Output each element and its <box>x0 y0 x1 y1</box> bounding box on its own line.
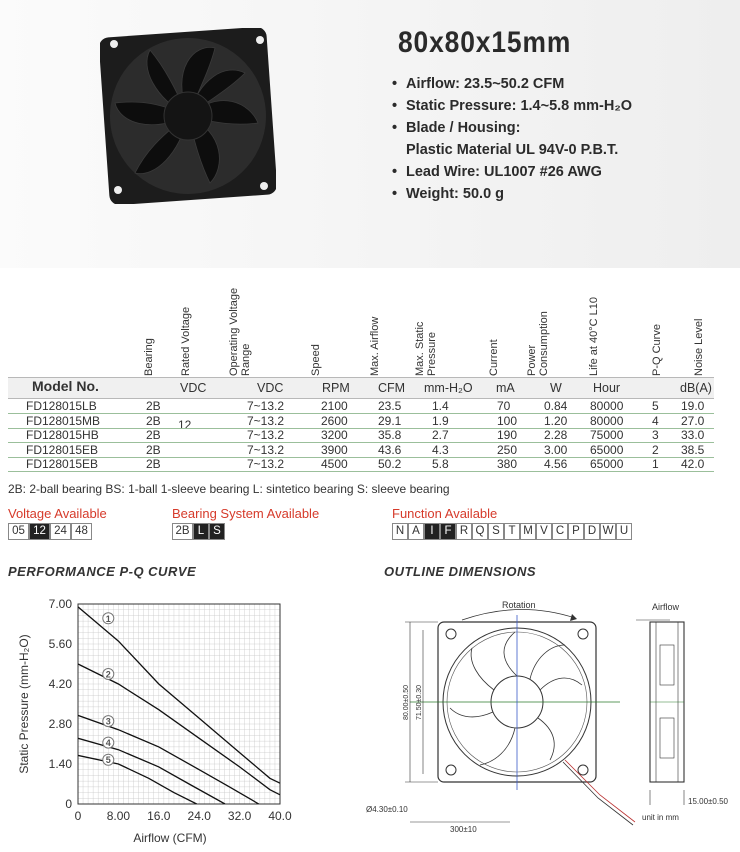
current-cell: 250 <box>497 442 518 457</box>
y-axis-label: Static Pressure (mm-H₂O) <box>17 634 31 774</box>
function-code: C <box>552 523 568 540</box>
x-tick-label: 40.0 <box>268 809 292 823</box>
dim-inner-label: 71.50±0.30 <box>416 685 423 720</box>
airflow-cell: 23.5 <box>378 399 402 413</box>
header-max-airflow: Max. Airflow <box>369 316 381 376</box>
unit-db: dB(A) <box>680 381 712 395</box>
airflow-cell: 35.8 <box>378 428 402 442</box>
range-cell: 7~13.2 <box>247 457 285 471</box>
power-cell: 4.56 <box>544 457 568 471</box>
function-code: V <box>536 523 552 540</box>
header-life: Life at 40°C L10 <box>588 296 600 376</box>
curve-label-5: 5 <box>105 755 111 766</box>
y-tick-label: 2.80 <box>48 717 72 731</box>
y-tick-label: 4.20 <box>48 677 72 691</box>
function-code: I <box>424 523 440 540</box>
y-tick-label: 1.40 <box>48 757 72 771</box>
spec-item: • Lead Wire: UL1007 #26 AWG <box>392 164 602 180</box>
curve-cell: 2 <box>652 442 659 457</box>
voltage-code: 12 <box>29 523 50 540</box>
outline-title: OUTLINE DIMENSIONS <box>384 564 537 579</box>
rotation-arrow-head <box>570 614 577 621</box>
noise-cell: 42.0 <box>681 457 705 471</box>
model-cell: FD128015MB <box>26 413 101 428</box>
header-operating-range: Operating Voltage Range <box>228 287 252 376</box>
curve-cell: 4 <box>652 413 659 428</box>
dim-outer-label: 80.00±0.50 <box>403 685 410 720</box>
life-cell: 80000 <box>590 399 624 413</box>
unit-cfm: CFM <box>378 381 406 395</box>
speed-cell: 4500 <box>321 457 348 471</box>
x-tick-label: 32.0 <box>227 809 252 823</box>
power-cell: 3.00 <box>544 442 568 457</box>
airflow-cell: 50.2 <box>378 457 402 471</box>
power-cell: 1.20 <box>544 413 568 428</box>
y-tick-label: 7.00 <box>48 597 72 611</box>
spec-item: • Blade / Housing: <box>392 120 521 136</box>
model-cell: FD128015HB <box>26 428 99 442</box>
row-divider <box>8 471 714 472</box>
power-cell: 2.28 <box>544 428 568 442</box>
pq-chart <box>0 590 330 850</box>
header-pq-curve: P-Q Curve <box>651 324 663 376</box>
curve-cell: 3 <box>652 428 659 442</box>
speed-cell: 2100 <box>321 399 348 413</box>
airflow-label: Airflow <box>652 602 680 612</box>
function-code: R <box>456 523 472 540</box>
airflow-cell: 43.6 <box>378 442 402 457</box>
model-cell: FD128015EB <box>26 442 99 457</box>
noise-cell: 33.0 <box>681 428 705 442</box>
function-code: F <box>440 523 456 540</box>
pressure-cell: 2.7 <box>432 428 449 442</box>
range-cell: 7~13.2 <box>247 428 285 442</box>
bearing-cell: 2B <box>146 399 161 413</box>
x-tick-label: 16.0 <box>147 809 171 823</box>
fan-side-outline <box>650 622 684 805</box>
life-cell: 65000 <box>590 442 624 457</box>
bearing-code: L <box>193 523 209 540</box>
fan-photo <box>100 28 276 204</box>
unit-hour: Hour <box>593 381 621 395</box>
bearing-cell: 2B <box>146 413 161 428</box>
header-bearing: Bearing <box>143 338 155 376</box>
function-code: M <box>520 523 536 540</box>
current-cell: 100 <box>497 413 518 428</box>
function-code: N <box>392 523 408 540</box>
noise-cell: 27.0 <box>681 413 705 428</box>
function-code: Q <box>472 523 488 540</box>
range-cell: 7~13.2 <box>247 413 285 428</box>
curve-cell: 1 <box>652 457 659 471</box>
pq-curve-title: PERFORMANCE P-Q CURVE <box>8 564 197 579</box>
spec-item: • Airflow: 23.5~50.2 CFM <box>392 76 565 92</box>
speed-cell: 2600 <box>321 413 348 428</box>
bearing-notes: 2B: 2-ball bearing BS: 1-ball 1-sleeve bearing L: sintetico bearing S: sleeve bearing <box>8 482 450 496</box>
function-code: A <box>408 523 424 540</box>
life-cell: 75000 <box>590 428 624 442</box>
pressure-cell: 5.8 <box>432 457 449 471</box>
unit-rpm: RPM <box>322 381 350 395</box>
rotation-label: Rotation <box>502 600 536 610</box>
unit-vdc-range: VDC <box>257 381 284 395</box>
curve-label-4: 4 <box>105 738 111 749</box>
curve-label-2: 2 <box>105 669 111 680</box>
speed-cell: 3200 <box>321 428 348 442</box>
pq-curve-1 <box>78 607 330 804</box>
voltage-available-title: Voltage Available <box>8 506 107 521</box>
header-speed: Speed <box>310 344 322 376</box>
bearing-code: 2B <box>172 523 193 540</box>
bearing-code: S <box>209 523 225 540</box>
curve-label-3: 3 <box>105 716 111 727</box>
unit-w: W <box>550 381 562 395</box>
header-model: Model No. <box>32 378 99 394</box>
x-tick-label: 8.00 <box>106 809 131 823</box>
header-power: Power Consumption <box>526 311 550 376</box>
pressure-cell: 4.3 <box>432 442 449 457</box>
header-current: Current <box>488 339 500 376</box>
power-cell: 0.84 <box>544 399 568 413</box>
airflow-cell: 29.1 <box>378 413 402 428</box>
noise-cell: 19.0 <box>681 399 705 413</box>
function-code: D <box>584 523 600 540</box>
unit-ma: mA <box>496 381 515 395</box>
rotation-arrow <box>462 609 575 620</box>
header-max-pressure: Max. Static Pressure <box>414 321 438 376</box>
range-cell: 7~13.2 <box>247 399 285 413</box>
rated-voltage-cell: 12 <box>178 418 192 432</box>
curve-label-1: 1 <box>105 613 111 624</box>
y-tick-label: 5.60 <box>48 637 72 651</box>
function-available-title: Function Available <box>392 506 498 521</box>
unit-vdc: VDC <box>180 381 207 395</box>
y-tick-label: 0 <box>65 797 72 811</box>
outline-drawing <box>350 590 740 850</box>
x-axis-label: Airflow (CFM) <box>133 831 207 845</box>
curve-cell: 5 <box>652 399 659 413</box>
header-rated-voltage: Rated Voltage <box>180 306 192 376</box>
current-cell: 380 <box>497 457 518 471</box>
bearing-cell: 2B <box>146 428 161 442</box>
bearing-available-title: Bearing System Available <box>172 506 320 521</box>
hole-label: Ø4.30±0.10 <box>366 805 408 814</box>
function-code: W <box>600 523 616 540</box>
fan-front-outline <box>410 615 635 825</box>
function-code: P <box>568 523 584 540</box>
unit-label: unit in mm <box>642 813 679 822</box>
life-cell: 65000 <box>590 457 624 471</box>
current-cell: 70 <box>497 399 511 413</box>
life-cell: 80000 <box>590 413 624 428</box>
function-code: S <box>488 523 504 540</box>
current-cell: 190 <box>497 428 518 442</box>
pressure-cell: 1.4 <box>432 399 449 413</box>
speed-cell: 3900 <box>321 442 348 457</box>
x-tick-label: 24.0 <box>187 809 211 823</box>
spec-item: • Static Pressure: 1.4~5.8 mm-H₂O <box>392 98 633 114</box>
noise-cell: 38.5 <box>681 442 705 457</box>
product-title: 80x80x15mm <box>398 26 572 59</box>
bearing-cell: 2B <box>146 457 161 471</box>
unit-mmh2o: mm-H₂O <box>424 381 473 395</box>
function-code: T <box>504 523 520 540</box>
voltage-code: 05 <box>8 523 29 540</box>
table-vertical-headers <box>0 268 740 376</box>
pressure-cell: 1.9 <box>432 413 449 428</box>
lead-label: 300±10 <box>450 825 477 834</box>
voltage-code: 48 <box>71 523 92 540</box>
x-tick-label: 0 <box>74 809 82 823</box>
thickness-label: 15.00±0.50 <box>688 797 728 806</box>
spec-item: Plastic Material UL 94V-0 P.B.T. <box>406 142 619 158</box>
bearing-cell: 2B <box>146 442 161 457</box>
voltage-code: 24 <box>50 523 71 540</box>
dimension-lines <box>405 622 510 822</box>
header-noise: Noise Level <box>693 318 705 376</box>
spec-item: • Weight: 50.0 g <box>392 186 505 202</box>
model-cell: FD128015EB <box>26 457 99 471</box>
range-cell: 7~13.2 <box>247 442 285 457</box>
model-cell: FD128015LB <box>26 399 97 413</box>
function-code: U <box>616 523 632 540</box>
